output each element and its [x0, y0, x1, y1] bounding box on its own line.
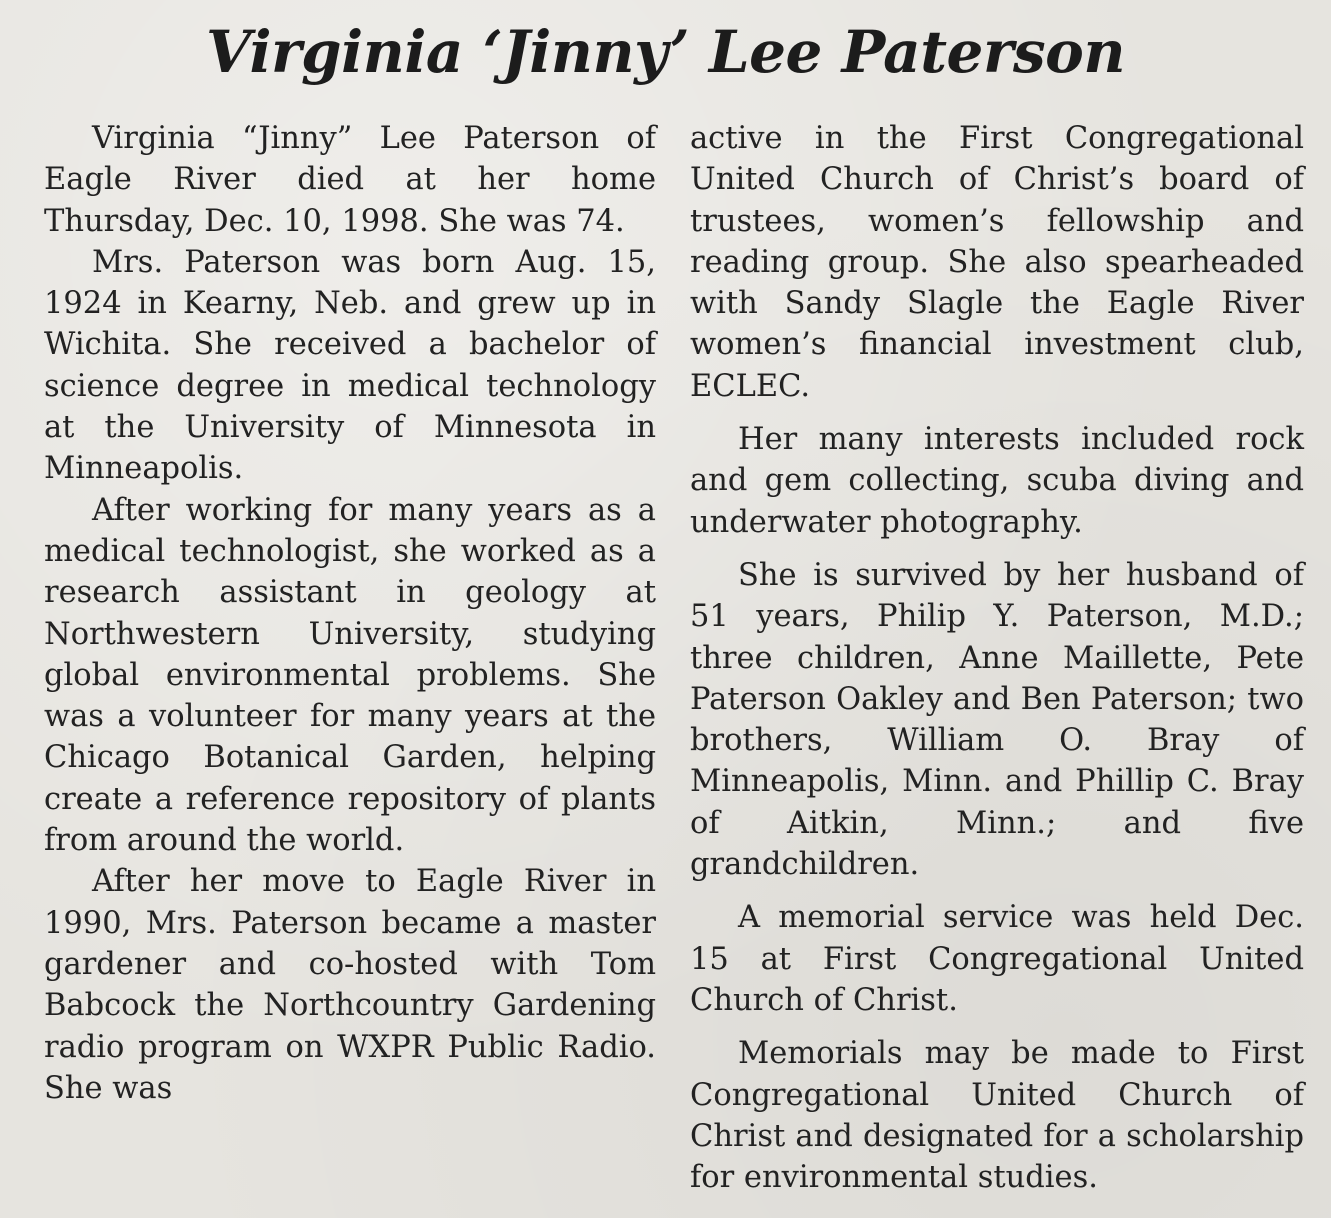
left-column	[44, 118, 656, 1109]
obituary-title: Virginia ‘Jinny’ Lee Paterson	[205, 18, 1126, 86]
paragraph-church-activities: active in the First Congregational United Church of Christ’s board of trustees, women’s fellowship and reading group. She also spearheaded with Sandy Slagle the Eagle River women’s financial investment club, ECLEC.	[690, 121, 1304, 404]
right-column	[690, 118, 1304, 1198]
paragraph-survivors: She is survived by her husband of 51 years, Philip Y. Paterson, M.D.; three children, Anne Maillette, Pete Paterson Oakley and Ben Paterson; two brothers, William O. Bray of Minneapolis, Minn. and Phillip C. Bray of Aitkin, Minn.; and five grandchildren.	[690, 557, 1304, 883]
paragraph-memorials: Memorials may be made to First Congregational United Church of Christ and designated for a scholarship for environmental studies.	[690, 1036, 1304, 1196]
paragraph-career: After working for many years as a medical technologist, she worked as a research assistant in geology at Northwestern University, studying global environmental problems. She was a volunteer for many years at the Chicago Botanical Garden, helping create a reference repository of plants from around the world.	[44, 492, 656, 859]
paragraph-memorial-service: A memorial service was held Dec. 15 at First Congregational United Church of Christ.	[690, 900, 1304, 1018]
paragraph-birth-education: Mrs. Paterson was born Aug. 15, 1924 in Kearny, Neb. and grew up in Wichita. She received a bachelor of science degree in medical technology at the University of Minnesota in Minneapolis.	[44, 244, 656, 487]
paragraph-interests: Her many interests included rock and gem collecting, scuba diving and underwater photography.	[690, 422, 1304, 540]
paragraph-death-notice: Virginia “Jinny” Lee Paterson of Eagle River died at her home Thursday, Dec. 10, 1998. She was 74.	[44, 121, 656, 239]
paragraph-eagle-river: After her move to Eagle River in 1990, Mrs. Paterson became a master gardener and co-hosted with Tom Babcock the Northcountry Gardening radio program on WXPR Public Radio. She was	[44, 864, 656, 1106]
